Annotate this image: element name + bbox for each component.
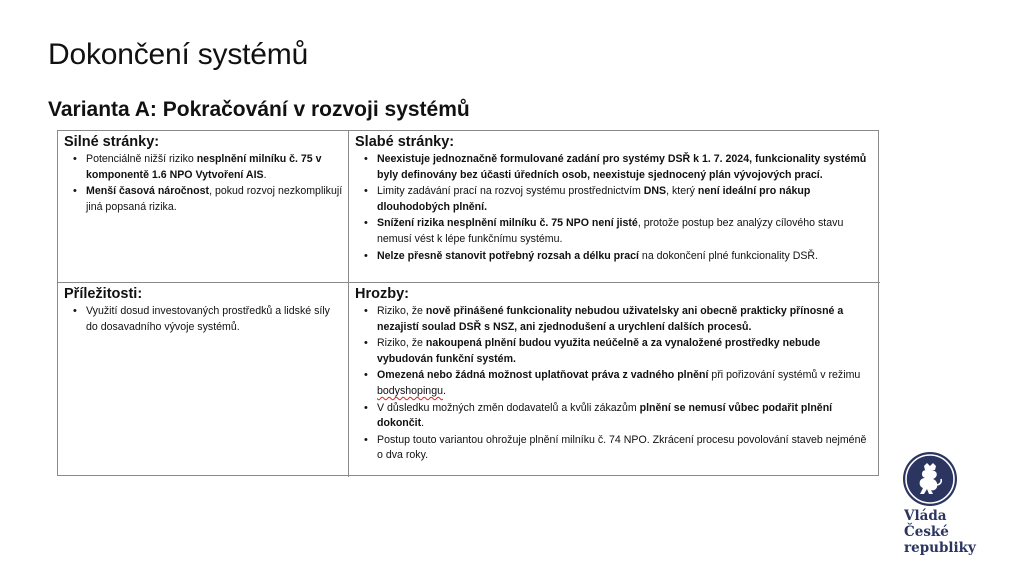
text-run: , pokud rozvoj nezkomplikují jiná popsaná rizika. bbox=[86, 185, 343, 213]
text-run: nově přinášené funkcionality nebudou uživatelsky ani obecně prakticky přínosné a nezajistí soulad DSŘ s NSZ, ani zjednodušení a urychlení dalších procesů. bbox=[377, 305, 844, 333]
list-item bbox=[377, 184, 875, 215]
threats-heading: Hrozby: bbox=[355, 286, 409, 302]
opportunities-heading: Příležitosti: bbox=[64, 286, 143, 302]
list-item bbox=[377, 249, 875, 265]
opportunities-cell bbox=[58, 283, 349, 477]
government-brand bbox=[904, 508, 1024, 556]
text-run: Riziko, že bbox=[377, 337, 426, 350]
text-run: V důsledku možných změn dodavatelů a kvůli zákazům bbox=[377, 401, 640, 414]
strengths-list bbox=[64, 152, 343, 215]
text-run: Neexistuje jednoznačně formulované zadání pro systémy DSŘ k 1. 7. 2024, funkcionality systémů byly definovány bez účasti úředních osob, neexistuje sjednocený plán vývojových prací. bbox=[377, 153, 867, 181]
list-item bbox=[377, 433, 875, 464]
weaknesses-list bbox=[355, 152, 875, 264]
text-run: nakoupená plnění budou využita neúčelně a za vynaložené prostředky nebude vybudován funkční systém. bbox=[377, 337, 821, 365]
slide-subtitle: Varianta A: Pokračování v rozvoji systémů bbox=[48, 98, 470, 121]
list-item bbox=[377, 368, 875, 399]
list-item bbox=[86, 304, 343, 335]
text-run: Potenciálně nižší riziko bbox=[86, 153, 197, 165]
list-item bbox=[377, 401, 875, 432]
list-item bbox=[377, 336, 875, 367]
text-run: . bbox=[442, 384, 446, 397]
text-run: Omezená nebo žádná možnost uplatňovat práva z vadného plnění bbox=[377, 369, 709, 382]
list-item bbox=[86, 152, 343, 183]
list-item bbox=[377, 152, 875, 183]
text-run: . bbox=[263, 168, 267, 181]
brand-line-1: Vláda bbox=[904, 508, 947, 524]
text-run: DNS bbox=[643, 185, 667, 198]
slide-title: Dokončení systémů bbox=[48, 38, 309, 71]
list-item bbox=[86, 184, 343, 215]
weaknesses-heading: Slabé stránky: bbox=[355, 134, 455, 150]
list-item bbox=[377, 304, 875, 335]
text-run: , protože postup bez analýzy cílového stavu nemusí vést k lépe funkčnímu systému. bbox=[377, 217, 844, 245]
text-run: Limity zadávání prací na rozvoj systému prostřednictvím bbox=[377, 185, 644, 198]
text-run: při pořizování systémů v režimu bbox=[708, 369, 861, 382]
text-run: . bbox=[421, 417, 425, 430]
list-item bbox=[377, 216, 875, 247]
text-run: Menší časová náročnost bbox=[86, 185, 210, 198]
text-run: nesplnění milníku č. 75 v komponentě 1.6 NPO Vytvoření AIS bbox=[86, 153, 322, 181]
lion-emblem-icon bbox=[903, 452, 957, 506]
threats-list bbox=[355, 304, 875, 464]
weaknesses-cell bbox=[349, 131, 880, 283]
text-run: , který bbox=[666, 185, 698, 198]
swot-table bbox=[57, 130, 879, 476]
strengths-cell bbox=[58, 131, 349, 283]
threats-cell bbox=[349, 283, 880, 477]
strengths-heading: Silné stránky: bbox=[64, 134, 160, 150]
text-run: Postup touto variantou ohrožuje plnění milníku č. 74 NPO. Zkrácení procesu povolování staveb nejméně o dva roky. bbox=[377, 433, 867, 462]
text-run: na dokončení plné funkcionality DSŘ. bbox=[638, 249, 819, 262]
text-run: není ideální pro nákup dlouhodobých plnění. bbox=[377, 185, 811, 213]
text-run: Snížení rizika nesplnění milníku č. 75 NPO není jisté bbox=[377, 217, 638, 230]
brand-line-2: České republiky bbox=[904, 524, 976, 556]
text-run: Riziko, že bbox=[377, 305, 426, 317]
text-run: bodyshopingu bbox=[377, 384, 443, 397]
text-run: Využití dosud investovaných prostředků a lidské síly do dosavadního vývoje systémů. bbox=[86, 305, 330, 333]
text-run: Nelze přesně stanovit potřebný rozsah a délku prací bbox=[377, 249, 639, 262]
opportunities-list bbox=[64, 304, 343, 335]
text-run: plnění se nemusí vůbec podařit plnění dokončit bbox=[377, 401, 833, 430]
